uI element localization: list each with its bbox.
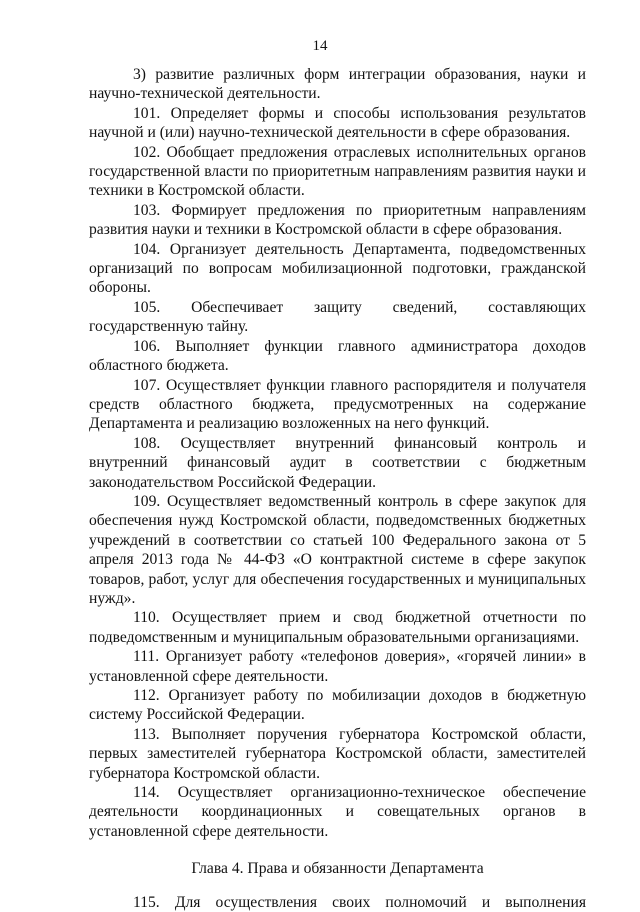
paragraph: 103. Формирует предложения по приоритетным направлениям развития науки и техники в Костромской области в сфере образования. xyxy=(89,201,586,239)
document-body xyxy=(89,65,586,912)
paragraph: 106. Выполняет функции главного администратора доходов областного бюджета. xyxy=(89,337,586,375)
paragraph: 105. Обеспечивает защиту сведений, составляющих государственную тайну. xyxy=(89,298,586,336)
page-number: 14 xyxy=(312,38,328,54)
paragraph: 101. Определяет формы и способы использования результатов научной и (или) научно-технической деятельности в сфере образования. xyxy=(89,104,586,142)
paragraph: 104. Организует деятельность Департамента, подведомственных организаций по вопросам мобилизационной подготовки, гражданской обороны. xyxy=(89,240,586,297)
paragraph: 111. Организует работу «телефонов доверия», «горячей линии» в установленной сфере деятельности. xyxy=(89,648,586,685)
paragraph: 113. Выполняет поручения губернатора Костромской области, первых заместителей губернатора Костромской области, заместителей губернатора Костромской области. xyxy=(89,725,586,782)
paragraph: 110. Осуществляет прием и свод бюджетной отчетности по подведомственным и муниципальным образовательными организациями. xyxy=(89,609,586,646)
paragraph: 108. Осуществляет внутренний финансовый контроль и внутренний финансовый аудит в соответствии с бюджетным законодательством Российской Федерации. xyxy=(89,434,586,491)
paragraph: 112. Организует работу по мобилизации доходов в бюджетную систему Российской Федерации. xyxy=(89,687,586,724)
paragraph: 3) развитие различных форм интеграции образования, науки и научно-технической деятельности. xyxy=(89,66,586,103)
paragraph: 109. Осуществляет ведомственный контроль в сфере закупок для обеспечения нужд Костромской области, подведомственных бюджетных учреждений в соответствии со статьей 100 Федерального закона от 5 апреля 2013 года № 44-ФЗ «О контрактной системе в сфере закупок товаров, работ, услуг для обеспечения государственных и муниципальных нужд». xyxy=(89,492,586,607)
paragraph: 114. Осуществляет организационно-техническое обеспечение деятельности координационных и совещательных органов в установленной сфере деятельности. xyxy=(89,784,586,840)
chapter-heading: Глава 4. Права и обязанности Департамента xyxy=(191,860,484,878)
paragraph: 115. Для осуществления своих полномочий и выполнения xyxy=(133,893,586,911)
paragraph: 102. Обобщает предложения отраслевых исполнительных органов государственной власти по приоритетным направлениям развития науки и техники в Костромской области. xyxy=(89,143,586,200)
paragraph: 107. Осуществляет функции главного распорядителя и получателя средств областного бюджета, предусмотренных на содержание Департамента и реализацию возложенных на него функций. xyxy=(89,376,586,433)
